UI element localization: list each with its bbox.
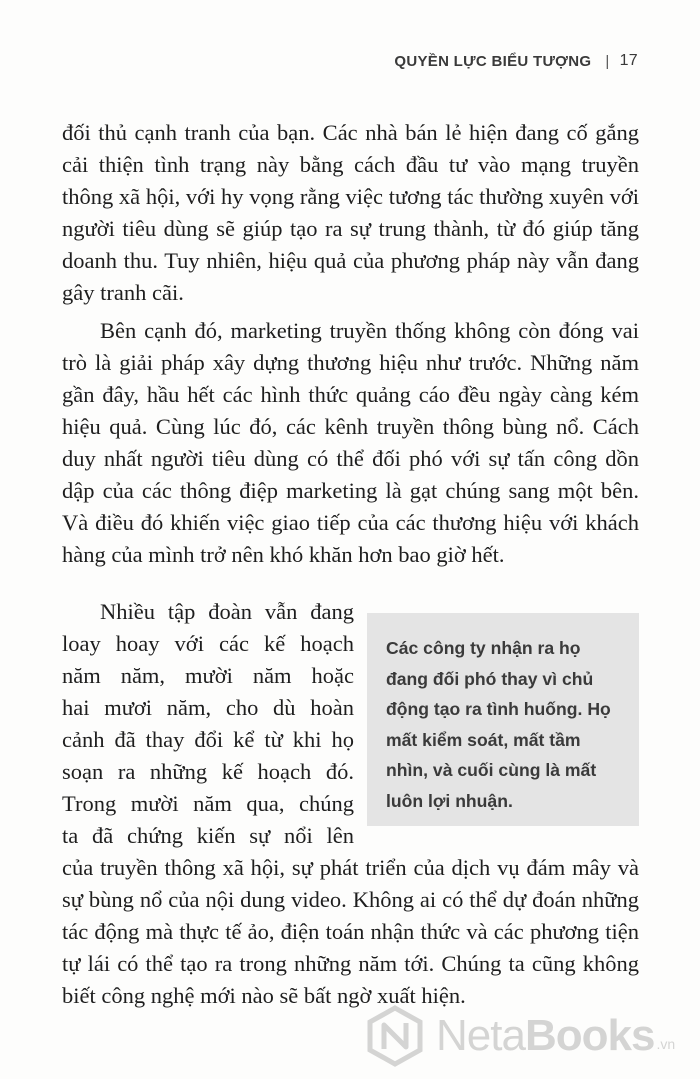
text-line: năm năm, mười năm hoặc [62,663,354,688]
page-number: 17 [619,52,638,69]
paragraph-2: Bên cạnh đó, marketing truyền thống không còn đóng vai trò là giải pháp xây dựng thương hiệu như trước. Những năm gần đây, hầu hết các hình thức quảng cáo đều ngày càng kém hiệu quả. Cùng lúc đó, các kênh truyền thông bùng nổ. Cách duy nhất người tiêu dùng có thể đối phó với sự tấn công dồn dập của các thông điệp marketing là gạt chúng sang một bên. Và điều đó khiến việc giao tiếp của các thương hiệu với khách hàng của mình trở nên khó khăn hơn bao giờ hết. [62,318,639,567]
paragraph-1: đối thủ cạnh tranh của bạn. Các nhà bán lẻ hiện đang cố gắng cải thiện tình trạng này bằng cách đầu tư vào mạng truyền thông xã hội, với hy vọng rằng việc tương tác thường xuyên với người tiêu dùng sẽ giúp tạo ra sự trung thành, từ đó giúp tăng doanh thu. Tuy nhiên, hiệu quả của phương pháp này vẫn đang gây tranh cãi. [62,120,639,305]
text-line: loay hoay với các kế hoạch [62,631,354,656]
running-header [394,52,638,70]
watermark-brand-light: Neta [436,1011,525,1060]
netabooks-logo-icon [364,1005,426,1067]
watermark-suffix: .vn [656,1036,676,1052]
text-line: ta đã chứng kiến sự nổi lên [62,823,354,848]
pull-quote-text: Các công ty nhận ra họ đang đối phó thay vì chủ động tạo ra tình huống. Họ mất kiểm soát, mất tầm nhìn, và cuối cùng là mất luôn lợi nhuận. [386,638,611,811]
paragraph-3-continued: của truyền thông xã hội, sự phát triển của dịch vụ đám mây và sự bùng nổ của nội dung video. Không ai có thể dự đoán những tác động mà thực tế ảo, điện toán nhận thức và các phương tiện tự lái có thể tạo ra trong những năm tới. Chúng ta cũng không biết công nghệ mới nào sẽ bất ngờ xuất hiện. [62,855,639,1008]
text-line: soạn ra những kế hoạch đó. [62,759,354,784]
text-line: Trong mười năm qua, chúng [62,791,354,816]
text-line: cảnh đã thay đổi kể từ khi họ [62,727,354,752]
watermark-brand-bold: Books [524,1011,655,1060]
watermark [364,1000,675,1072]
watermark-brand [436,1011,654,1061]
text-line: Nhiều tập đoàn vẫn đang [100,599,354,624]
pull-quote-box [367,613,639,826]
chapter-title: QUYỀN LỰC BIỂU TƯỢNG [394,52,592,70]
text-line: hai mươi năm, cho dù hoàn [62,695,354,720]
header-separator: | [605,52,610,70]
